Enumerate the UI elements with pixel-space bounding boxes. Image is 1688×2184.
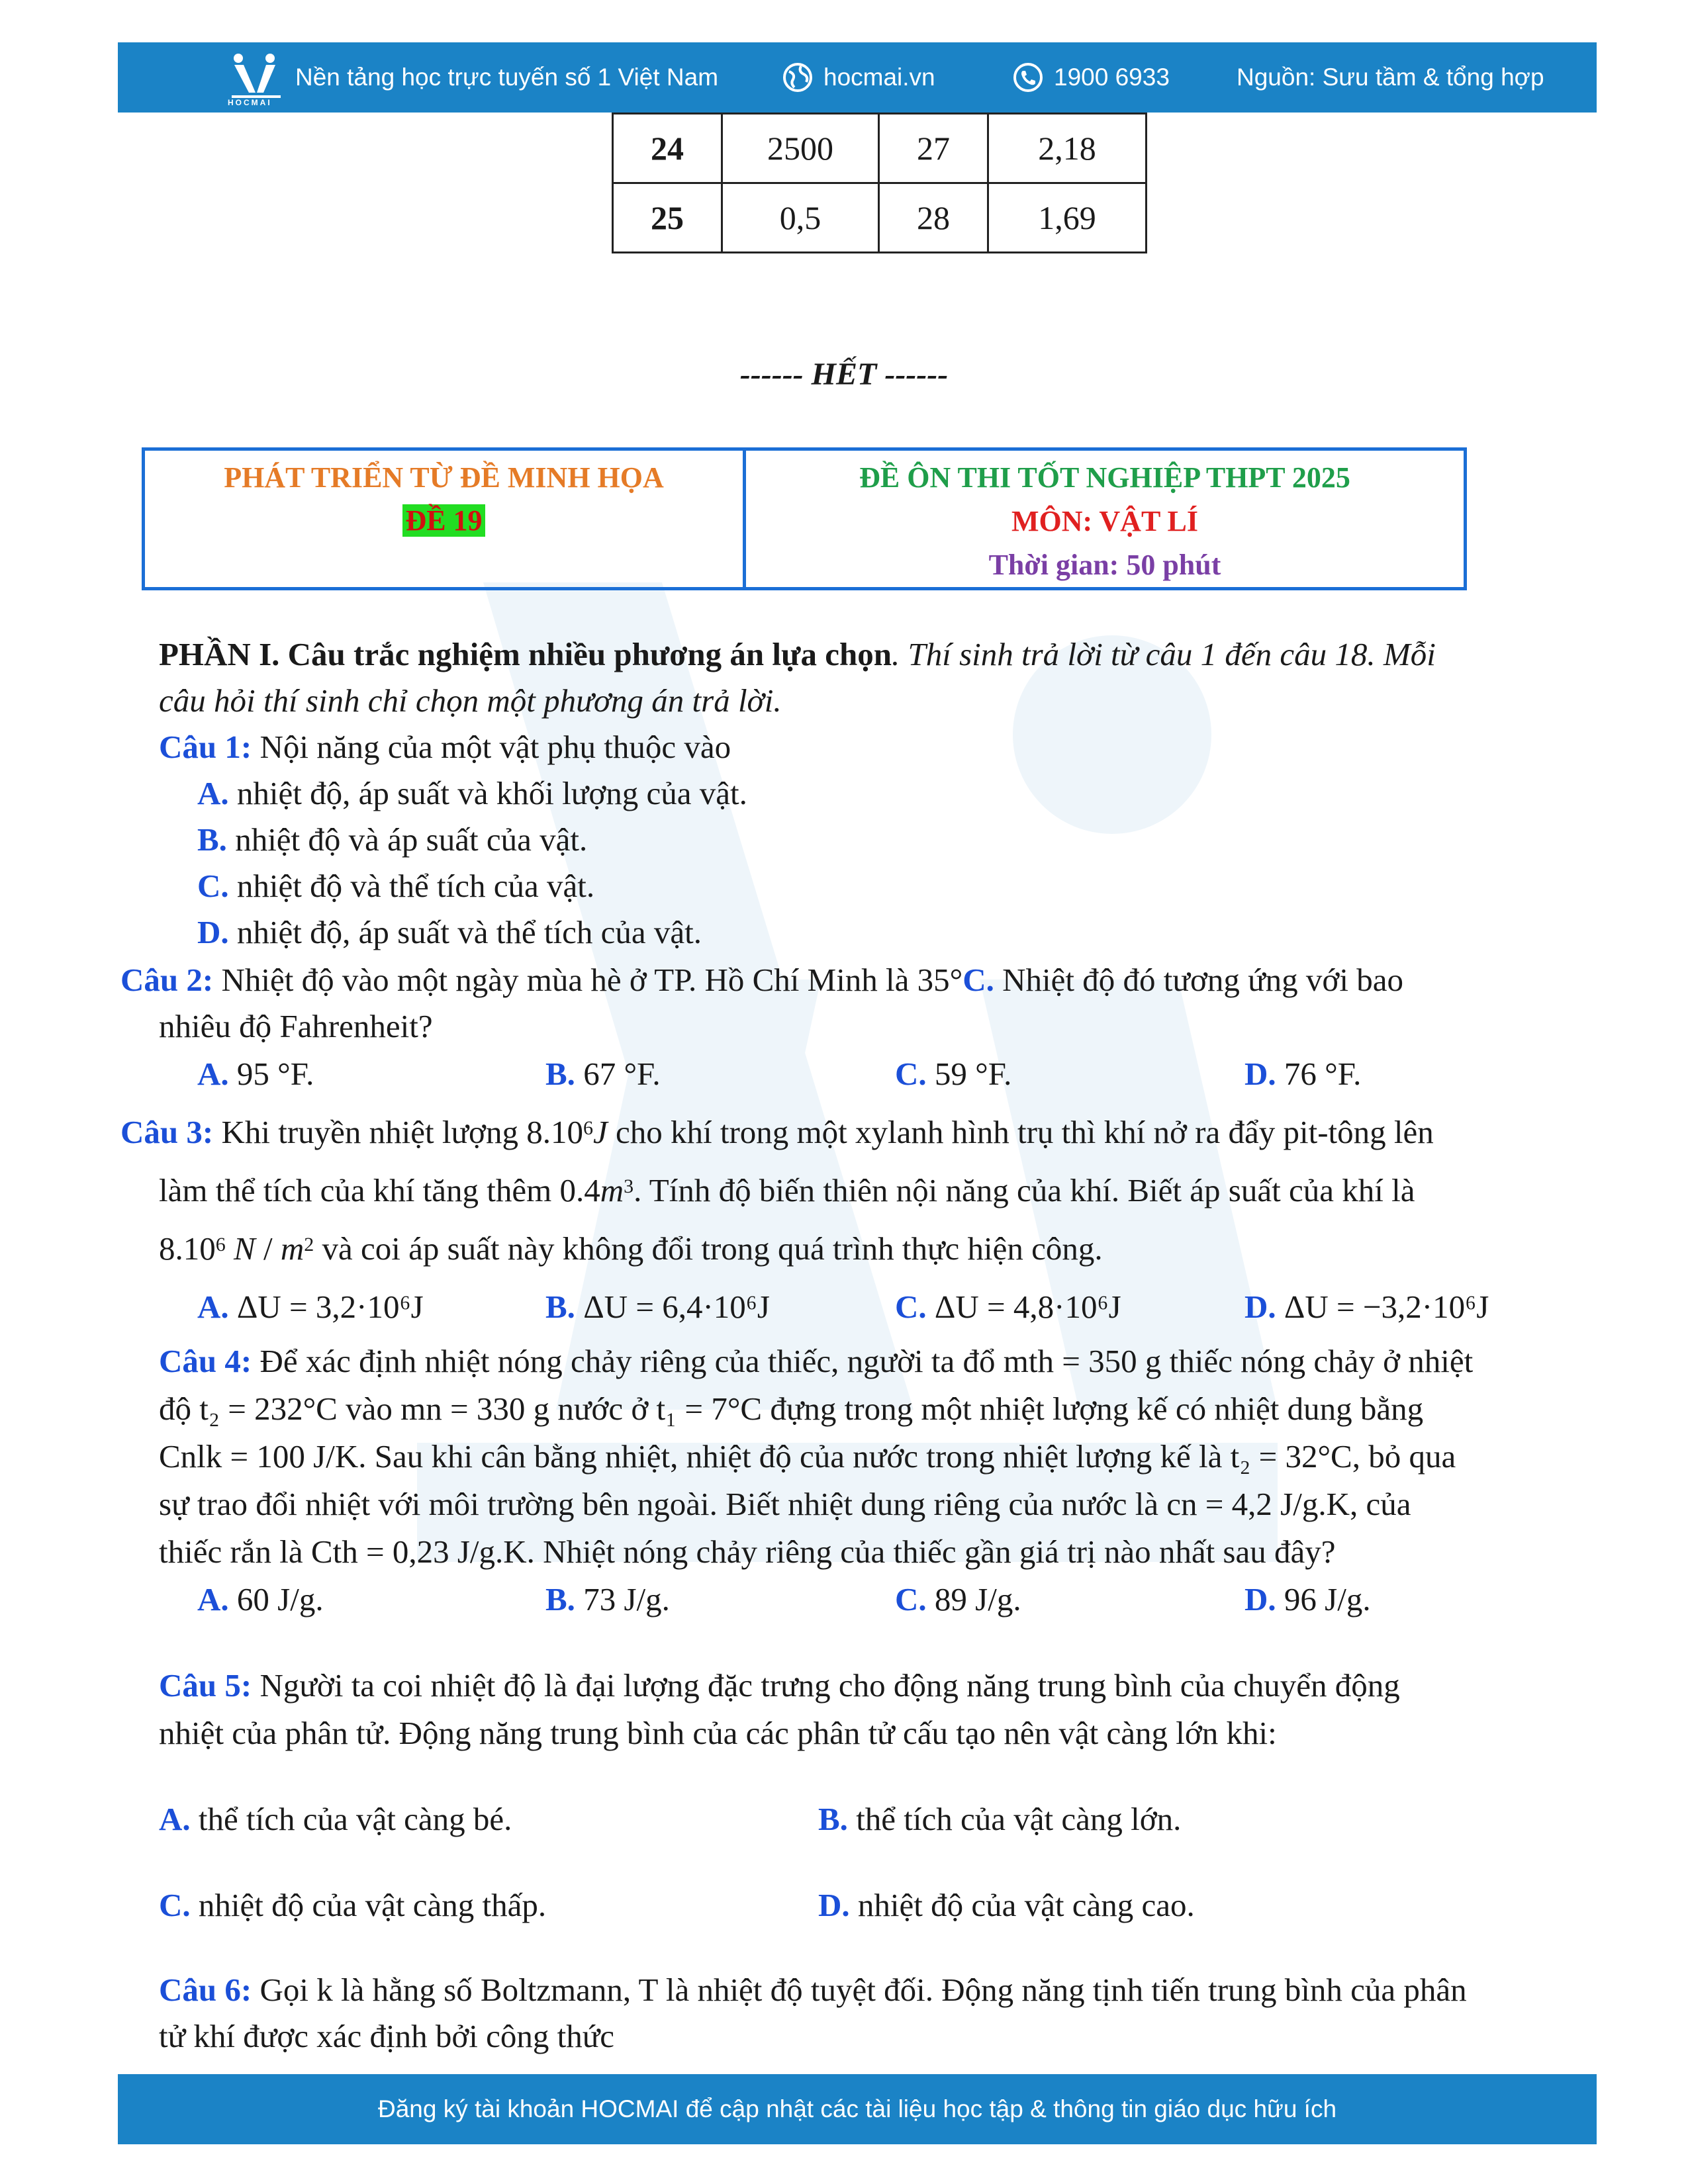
source-note: Nguồn: Sưu tầm & tổng hợp [1237,64,1544,91]
hocmai-logo-icon [229,52,283,105]
table-cell: 2,18 [988,114,1147,183]
question-2: Câu 2: Nhiệt độ vào một ngày mùa hè ở TP. Hồ Chí Minh là 35°C. Nhiệt độ đó tương ứng với bao [120,962,1403,998]
score-table [612,113,1147,253]
table-cell: 27 [879,114,988,183]
question-3-line3: 8.10$^6$ N / $m^2$ và coi áp suất này không đổi trong quá trình thực hiện công. [159,1230,1103,1267]
footer-banner[interactable] [118,2074,1597,2144]
table-cell: 2500 [722,114,879,183]
q5-option-a: A. thể tích của vật càng bé. [159,1801,512,1837]
volume-formula: $0.4m^3$ [559,1172,634,1208]
top-banner [118,42,1597,113]
question-4-line4: sự trao đổi nhiệt với môi trường bên ngoài. Biết nhiệt dung riêng của nước là cn = 4,2 J/g.K, của [159,1486,1411,1522]
q3-option-b: B. ΔU = 6,4·10⁶J [545,1289,770,1325]
table-cell: 28 [879,183,988,253]
q5-option-c: C. nhiệt độ của vật càng thấp. [159,1887,547,1923]
q2-option-c: C. 59 °F. [895,1056,1012,1092]
footer-text: Đăng ký tài khoản HOCMAI để cập nhật các tài liệu học tập & thông tin giáo dục hữu ích [377,2095,1337,2122]
q3-option-d: D. ΔU = −3,2·10⁶J [1244,1289,1489,1325]
q1-option-d: D. nhiệt độ, áp suất và thể tích của vật. [197,914,702,950]
table-cell: 25 [613,183,722,253]
q4-option-d: D. 96 J/g. [1244,1581,1371,1617]
q1-option-b: B. nhiệt độ và áp suất của vật. [197,821,588,858]
question-5: Câu 5: Người ta coi nhiệt độ là đại lượng đặc trưng cho động năng trung bình của chuyển động [159,1667,1400,1704]
question-4: Câu 4: Để xác định nhiệt nóng chảy riêng của thiếc, người ta đổ mth = 350 g thiếc nóng chảy ở nhiệt [159,1343,1474,1379]
table-row [613,183,1147,253]
table-row [613,114,1147,183]
q4-option-a: A. 60 J/g. [197,1581,324,1617]
exam-title: ĐỀ ÔN THI TỐT NGHIỆP THPT 2025 [859,461,1350,494]
q1-option-c: C. nhiệt độ và thể tích của vật. [197,868,595,904]
exam-origin: PHÁT TRIỂN TỪ ĐỀ MINH HỌA [224,461,664,494]
question-4-line2: độ t₂ = 232°C vào mn = 330 g nước ở t₁ = 7°C đựng trong một nhiệt lượng kế có nhiệt dung bằng [159,1390,1424,1427]
q4-option-b: B. 73 J/g. [545,1581,670,1617]
exam-header-left [145,451,746,587]
q1-option-a: A. nhiệt độ, áp suất và khối lượng của vật. [197,775,747,811]
question-6-line2: tử khí được xác định bởi công thức [159,2018,615,2054]
exam-header-right [746,451,1464,587]
question-2-cont: nhiêu độ Fahrenheit? [159,1008,433,1044]
question-4-line5: thiếc rắn là Cth = 0,23 J/g.K. Nhiệt nóng chảy riêng của thiếc gần giá trị nào nhất sau đây? [159,1533,1336,1570]
phone-number[interactable]: 1900 6933 [1013,62,1170,93]
question-1: Câu 1: Nội năng của một vật phụ thuộc vào [159,729,731,765]
question-4-line3: Cnlk = 100 J/K. Sau khi cân bằng nhiệt, nhiệt độ của nước trong nhiệt lượng kế là t₂ = 32°C, bỏ qua [159,1438,1456,1475]
tagline: Nền tảng học trực tuyến số 1 Việt Nam [295,64,719,91]
exam-duration: Thời gian: 50 phút [988,549,1221,581]
globe-icon [782,62,813,93]
heat-formula: 8.10$^6$J [526,1114,608,1150]
q3-option-c: C. ΔU = 4,8·10⁶J [895,1289,1121,1325]
end-mark: ------ HẾT ------ [739,357,949,392]
q4-option-c: C. 89 J/g. [895,1581,1021,1617]
q5-option-d: D. nhiệt độ của vật càng cao. [818,1887,1195,1923]
part1-instruction: câu hỏi thí sinh chỉ chọn một phương án trả lời. [159,682,782,719]
question-3-line2: làm thể tích của khí tăng thêm $0.4m^3$. Tính độ biến thiên nội năng của khí. Biết áp suất của khí là [159,1172,1415,1208]
question-5-line2: nhiệt của phân tử. Động năng trung bình của các phân tử cấu tạo nên vật càng lớn khi: [159,1715,1277,1751]
q3-option-a: A. ΔU = 3,2·10⁶J [197,1289,424,1325]
q2-option-d: D. 76 °F. [1244,1056,1362,1092]
table-cell: 1,69 [988,183,1147,253]
q2-option-a: A. 95 °F. [197,1056,314,1092]
exam-subject: MÔN: VẬT LÍ [1011,505,1198,537]
phone-icon [1013,62,1043,93]
exam-header-box [142,447,1467,590]
exam-number: ĐỀ 19 [402,504,485,537]
q5-option-b: B. thể tích của vật càng lớn. [818,1801,1182,1837]
q2-option-b: B. 67 °F. [545,1056,661,1092]
website-link[interactable]: hocmai.vn [782,62,935,93]
question-6: Câu 6: Gọi k là hằng số Boltzmann, T là nhiệt độ tuyệt đối. Động năng tịnh tiến trung bình của phân [159,1972,1467,2008]
question-3: Câu 3: Khi truyền nhiệt lượng 8.10$^6$J cho khí trong một xylanh hình trụ thì khí nở ra đẩy pit-tông lên [120,1114,1434,1150]
pressure-formula: 8.10$^6$ N / $m^2$ [159,1230,314,1267]
table-cell: 0,5 [722,183,879,253]
logo-text: HOCMAI [228,98,272,107]
table-cell: 24 [613,114,722,183]
part1-heading: PHẦN I. Câu trắc nghiệm nhiều phương án lựa chọn. Thí sinh trả lời từ câu 1 đến câu 18. Mỗi [159,636,1436,672]
